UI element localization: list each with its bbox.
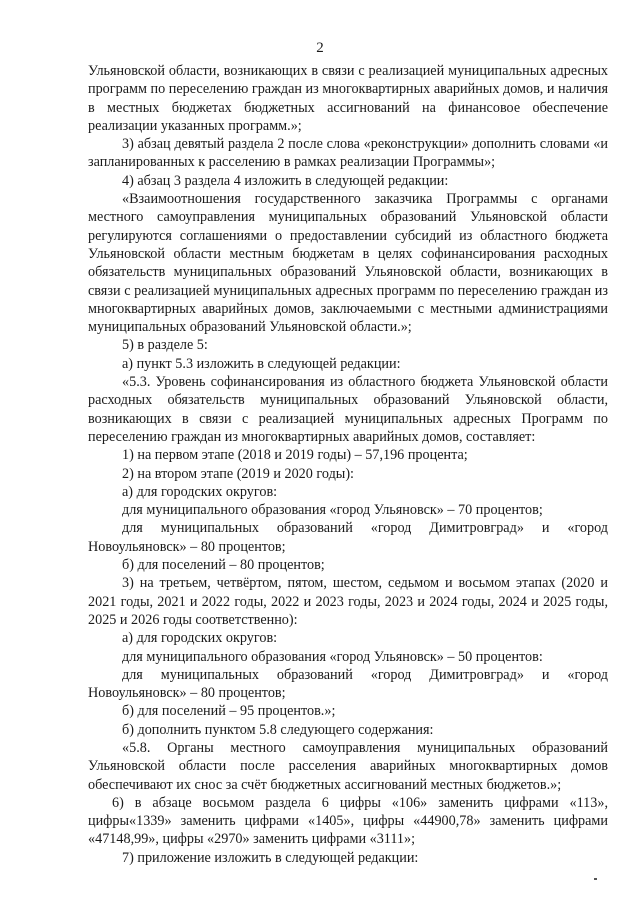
paragraph: б) дополнить пунктом 5.8 следующего содержания:: [122, 721, 434, 738]
page-number: 2: [316, 40, 324, 56]
paragraph: а) для городских округов:: [122, 630, 278, 647]
paragraph: «5.3. Уровень софинансирования из областного бюджета Ульяновской области расходных обязательств муниципальных образований Ульяновской области, возникающих в связи с реализацией муниципальных адресных Программ по переселению граждан из многоквартирных аварийных домов, составляет:: [88, 374, 608, 445]
paragraph: 4) абзац 3 раздела 4 изложить в следующей редакции:: [122, 172, 449, 189]
paragraph: 3) абзац девятый раздела 2 после слова «реконструкции» дополнить словами «и запланированных к расселению в рамках реализации Программы»;: [88, 136, 608, 171]
paragraph: для муниципального образования «город Ульяновск» – 70 процентов;: [122, 502, 543, 519]
paragraph: «5.8. Органы местного самоуправления муниципальных образований Ульяновской области после расселения аварийных многоквартирных домов обеспечивают их снос за счёт бюджетных ассигнований местных бюджетов.»;: [88, 739, 608, 793]
paragraph: для муниципального образования «город Ульяновск» – 50 процентов:: [122, 648, 543, 665]
paragraph: 1) на первом этапе (2018 и 2019 годы) – 57,196 процента;: [122, 447, 468, 464]
paragraph: для муниципальных образований «город Димитровград» и «город Новоульяновск» – 80 процентов;: [88, 520, 608, 555]
paragraph: а) пункт 5.3 изложить в следующей редакции:: [122, 355, 401, 372]
paragraph: б) для поселений – 80 процентов;: [122, 557, 325, 574]
paragraph: 2) на втором этапе (2019 и 2020 годы):: [122, 465, 354, 482]
scan-speck: [594, 878, 597, 880]
paragraph: 7) приложение изложить в следующей редакции:: [122, 849, 419, 866]
paragraph: Ульяновской области, возникающих в связи с реализацией муниципальных адресных программ по переселению граждан из многоквартирных аварийных домов, и наличия в местных бюджетах бюджетных ассигнований на финансовое обеспечение реализации указанных программ.»;: [88, 63, 608, 134]
document-body: [88, 62, 608, 867]
paragraph: 3) на третьем, четвёртом, пятом, шестом, седьмом и восьмом этапах (2020 и 2021 годы, 2021 и 2022 годы, 2022 и 2023 годы, 2023 и 2024 годы, 2024 и 2025 годы, 2025 и 2026 годы соответственно):: [88, 575, 608, 628]
paragraph: 5) в разделе 5:: [122, 337, 208, 354]
paragraph: для муниципальных образований «город Димитровград» и «город Новоульяновск» – 80 процентов;: [88, 666, 608, 702]
paragraph: «Взаимоотношения государственного заказчика Программы с органами местного самоуправления муниципальных образований Ульяновской области регулируются соглашениями о предоставлении субсидий из областного бюджета Ульяновской области местным бюджетам в целях софинансирования расходных обязательств муниципальных образований Ульяновской области, возникающих в связи с реализацией муниципальных адресных программ по переселению граждан из многоквартирных аварийных домов, заключаемыми с местными администрациями муниципальных образований Ульяновской области.»;: [88, 191, 608, 336]
paragraph: б) для поселений – 95 процентов.»;: [122, 703, 336, 720]
paragraph: а) для городских округов:: [122, 483, 278, 500]
paragraph: 6) в абзаце восьмом раздела 6 цифры «106» заменить цифрами «113», цифры«1339» заменить цифрами «1405», цифры «44900,78» заменить цифрами «47148,99», цифры «2970» заменить цифрами «3111»;: [88, 794, 608, 848]
